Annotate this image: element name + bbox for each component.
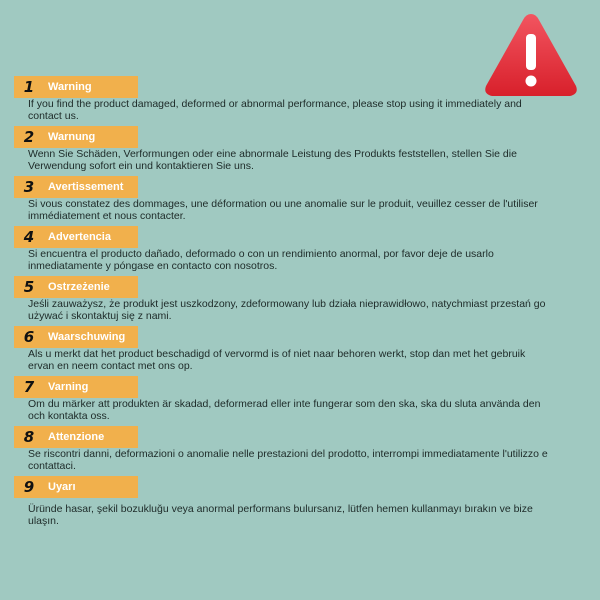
language-label: Warning	[48, 81, 92, 93]
language-label: Waarschuwing	[48, 331, 126, 343]
warning-text: If you find the product damaged, deformed or abnormal performance, please stop using it immediately and contact us.	[28, 98, 522, 122]
language-label: Uyarı	[48, 481, 76, 493]
warning-text: Jeśli zauważysz, że produkt jest uszkodzony, zdeformowany lub działa nieprawidłowo, natychmiast przestań go używać i skontaktuj się z nami.	[28, 298, 546, 322]
warning-text: Se riscontri danni, deformazioni o anomalie nelle prestazioni del prodotto, interrompi immediatamente l'utilizzo e contattaci.	[28, 448, 548, 472]
warning-item	[14, 76, 574, 126]
item-number: 8	[23, 428, 35, 446]
item-number: 2	[23, 128, 35, 146]
item-number: 5	[23, 278, 35, 296]
language-badge	[14, 126, 138, 148]
item-number: 6	[23, 328, 35, 346]
warning-text: Om du märker att produkten är skadad, deformerad eller inte fungerar som den ska, ska du sluta använda den och kontakta oss.	[28, 398, 541, 422]
language-label: Ostrzeżenie	[48, 281, 110, 293]
language-label: Avertissement	[48, 181, 124, 193]
warning-text: Als u merkt dat het product beschadigd of vervormd is of niet naar behoren werkt, stop dan met het gebruik ervan en neem contact met ons op.	[28, 348, 526, 372]
warning-item	[14, 276, 574, 326]
warning-item	[14, 376, 574, 426]
item-number: 9	[23, 478, 35, 496]
warning-text: Si vous constatez des dommages, une déformation ou une anomalie sur le produit, veuillez cesser de l'utiliser immédiatement et nous contacter.	[28, 198, 538, 222]
warning-item	[14, 226, 574, 276]
language-badge	[14, 426, 138, 448]
language-badge	[14, 276, 138, 298]
item-number: 7	[23, 378, 35, 396]
language-label: Warnung	[48, 131, 96, 143]
warning-text: Si encuentra el producto dañado, deformado o con un rendimiento anormal, por favor deje de usarlo inmediatamente y póngase en contacto con nosotros.	[28, 248, 494, 272]
warning-list	[14, 76, 574, 526]
item-number: 3	[23, 178, 35, 196]
warning-item	[14, 176, 574, 226]
warning-item	[14, 476, 574, 526]
warning-text: Wenn Sie Schäden, Verformungen oder eine abnormale Leistung des Produkts feststellen, stellen Sie die Verwendung sofort ein und kontaktieren Sie uns.	[28, 148, 517, 172]
warning-text: Üründe hasar, şekil bozukluğu veya anormal performans bulursanız, lütfen hemen kullanmayı bırakın ve bize ulaşın.	[28, 503, 533, 527]
item-number: 1	[23, 78, 35, 96]
language-label: Varning	[48, 381, 89, 393]
language-badge	[14, 326, 138, 348]
language-badge	[14, 376, 138, 398]
language-badge	[14, 226, 138, 248]
warning-item	[14, 326, 574, 376]
item-number: 4	[23, 228, 35, 246]
language-badge	[14, 176, 138, 198]
language-label: Advertencia	[48, 231, 111, 243]
language-badge	[14, 76, 138, 98]
language-badge	[14, 476, 138, 498]
warning-item	[14, 126, 574, 176]
warning-item	[14, 426, 574, 476]
language-label: Attenzione	[48, 431, 105, 443]
